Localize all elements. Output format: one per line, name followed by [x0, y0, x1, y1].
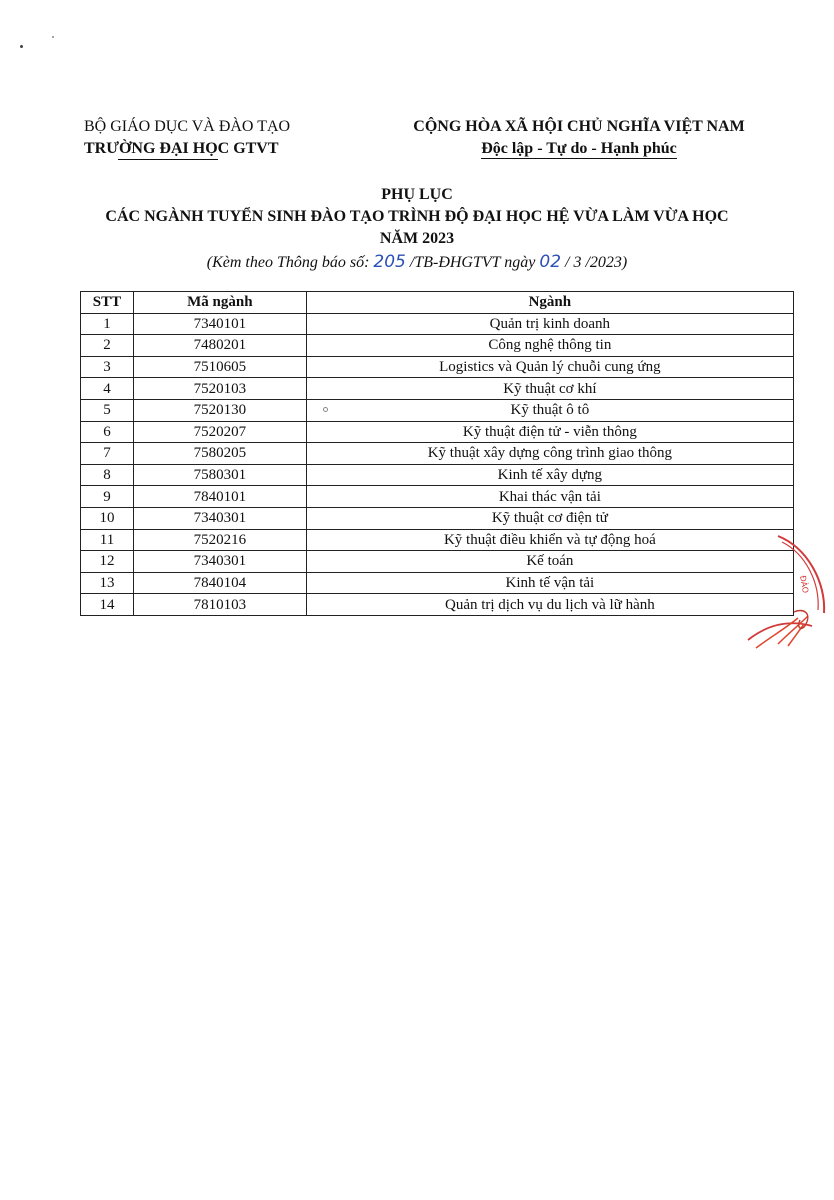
national-motto: Độc lập - Tự do - Hạnh phúc: [481, 140, 677, 157]
table-row: [81, 507, 794, 529]
reference-mid: /TB-ĐHGTVT ngày: [409, 254, 536, 271]
cell-major: Khai thác vận tải: [306, 486, 793, 508]
cell-code: 7840101: [133, 486, 306, 508]
table-row: [81, 464, 794, 486]
cell-stt: 13: [81, 572, 134, 594]
majors-table: [80, 291, 794, 616]
document-year: NĂM 2023: [379, 230, 455, 247]
cell-stt: 7: [81, 443, 134, 465]
appendix-title: PHỤ LỤC: [381, 186, 453, 203]
table-row: [81, 378, 794, 400]
table-header-row: [81, 292, 794, 314]
cell-major: Kỹ thuật điều khiển và tự động hoá: [306, 529, 793, 551]
cell-major: Công nghệ thông tin: [306, 335, 793, 357]
cell-stt: 2: [81, 335, 134, 357]
cell-stt: 1: [81, 313, 134, 335]
table-row: [81, 399, 794, 421]
cell-major: Kỹ thuật xây dựng công trình giao thông: [306, 443, 793, 465]
national-header: [396, 116, 762, 160]
cell-code: 7810103: [133, 594, 306, 616]
issuer-block: [84, 116, 290, 160]
cell-code: 7340301: [133, 551, 306, 573]
cell-stt: 10: [81, 507, 134, 529]
table-row: [81, 551, 794, 573]
cell-stt: 3: [81, 356, 134, 378]
cell-code: 7520130: [133, 399, 306, 421]
cell-code: 7840104: [133, 572, 306, 594]
cell-major: Kỹ thuật cơ điện tử: [306, 507, 793, 529]
table-row: [81, 335, 794, 357]
cell-major: Kế toán: [306, 551, 793, 573]
cell-major: Kỹ thuật điện tử - viễn thông: [306, 421, 793, 443]
cell-code: 7580301: [133, 464, 306, 486]
cell-major: Quản trị kinh doanh: [306, 313, 793, 335]
cell-code: 7340301: [133, 507, 306, 529]
cell-code: 7510605: [133, 356, 306, 378]
cell-major: Kỹ thuật cơ khí: [306, 378, 793, 400]
reference-prefix: (Kèm theo Thông báo số:: [206, 254, 370, 271]
cell-code: 7580205: [133, 443, 306, 465]
scan-speck: [52, 36, 54, 38]
header-major: Ngành: [306, 292, 793, 314]
cell-stt: 4: [81, 378, 134, 400]
cell-major: Kinh tế xây dựng: [306, 464, 793, 486]
cell-code: 7520216: [133, 529, 306, 551]
table-row: [81, 486, 794, 508]
university-name: TRƯỜNG ĐẠI HỌC GTVT: [84, 140, 279, 157]
cell-code: 7480201: [133, 335, 306, 357]
cell-stt: 12: [81, 551, 134, 573]
header-code: Mã ngành: [133, 292, 306, 314]
cell-stt: 8: [81, 464, 134, 486]
cell-code: 7520207: [133, 421, 306, 443]
handwritten-day: 02: [539, 252, 562, 272]
cell-major: Kỹ thuật ô tô: [306, 399, 793, 421]
header-stt: STT: [81, 292, 134, 314]
cell-stt: 9: [81, 486, 134, 508]
red-stamp-signature: [738, 528, 828, 668]
cell-code: 7340101: [133, 313, 306, 335]
table-row: [81, 313, 794, 335]
table-row: [81, 421, 794, 443]
cell-stt: 11: [81, 529, 134, 551]
cell-major: Quản trị dịch vụ du lịch và lữ hành: [306, 594, 793, 616]
reference-line: [0, 251, 834, 274]
handwritten-number: 205: [373, 252, 406, 272]
cell-code: 7520103: [133, 378, 306, 400]
cell-stt: 14: [81, 594, 134, 616]
document-title: CÁC NGÀNH TUYỂN SINH ĐÀO TẠO TRÌNH ĐỘ ĐẠI HỌC HỆ VỪA LÀM VỪA HỌC: [105, 208, 729, 225]
table-row: [81, 529, 794, 551]
scan-speck: [20, 45, 23, 48]
university-underline: [118, 159, 218, 160]
cell-stt: 6: [81, 421, 134, 443]
ministry-name: BỘ GIÁO DỤC VÀ ĐÀO TẠO: [84, 118, 291, 135]
stamp-text: ĐÀO: [798, 574, 810, 594]
table-row: [81, 356, 794, 378]
cell-stt: 5: [81, 399, 134, 421]
cell-major: Kinh tế vận tải: [306, 572, 793, 594]
table-row: [81, 572, 794, 594]
cell-major: Logistics và Quản lý chuỗi cung ứng: [306, 356, 793, 378]
table-row: [81, 594, 794, 616]
table-row: [81, 443, 794, 465]
reference-suffix: / 3 /2023): [565, 254, 628, 271]
scan-speck: [323, 407, 328, 412]
republic-name: CỘNG HÒA XÃ HỘI CHỦ NGHĨA VIỆT NAM: [413, 118, 745, 135]
